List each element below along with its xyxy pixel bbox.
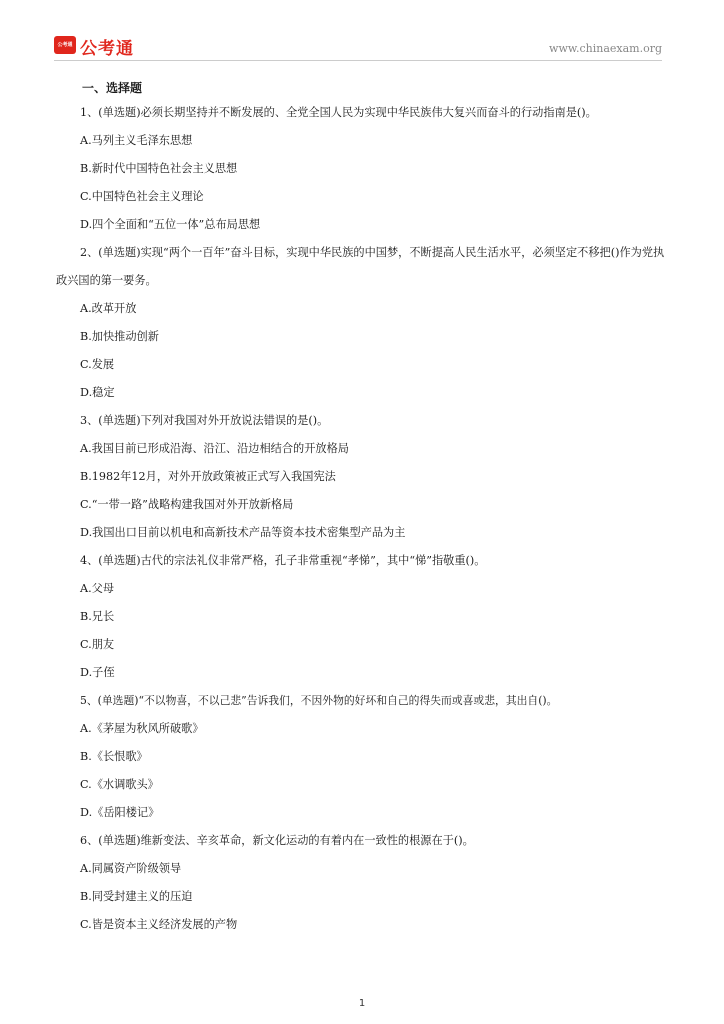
option-c: C.《水调歌头》 — [80, 778, 159, 791]
option-b: B.1982年12月，对外开放政策被正式写入我国宪法 — [80, 470, 336, 483]
option-a: A.《茅屋为秋风所破歌》 — [80, 722, 204, 735]
site-url: www.chinaexam.org — [549, 42, 662, 55]
section-title: 一、选择题 — [82, 81, 143, 95]
option-b: B.加快推动创新 — [80, 330, 159, 343]
option-c: C.皆是资本主义经济发展的产物 — [80, 918, 238, 931]
option-d: D.子侄 — [80, 666, 115, 679]
option-b: B.兄长 — [80, 610, 115, 623]
question-stem: 3、(单选题)下列对我国对外开放说法错误的是()。 — [80, 414, 329, 427]
option-b: B.《长恨歌》 — [80, 750, 148, 763]
question-stem: 1、(单选题)必须长期坚持并不断发展的、全党全国人民为实现中华民族伟大复兴而奋斗的行动指南是()。 — [80, 106, 597, 119]
option-b: B.同受封建主义的压迫 — [80, 890, 193, 903]
question-stem: 2、(单选题)实现“两个一百年”奋斗目标，实现中华民族的中国梦，不断提高人民生活水平，必须坚定不移把()作为党执政兴国的第一要务。 — [56, 246, 665, 287]
option-c: C.“一带一路”战略构建我国对外开放新格局 — [80, 498, 294, 511]
header-divider — [54, 60, 662, 61]
question-stem: 4、(单选题)古代的宗法礼仪非常严格，孔子非常重视“孝悌”，其中“悌”指敬重()。 — [80, 554, 486, 567]
option-a: A.马列主义毛泽东思想 — [80, 134, 193, 147]
option-c: C.发展 — [80, 358, 115, 371]
option-d: D.稳定 — [80, 386, 115, 399]
option-d: D.《岳阳楼记》 — [80, 806, 160, 819]
option-c: C.朋友 — [80, 638, 115, 651]
document-body — [56, 78, 668, 946]
option-a: A.父母 — [80, 582, 115, 595]
page-header — [54, 34, 662, 60]
option-d: D.我国出口目前以机电和高新技术产品等资本技术密集型产品为主 — [80, 526, 406, 539]
question-stem: 5、(单选题)“不以物喜，不以己悲”告诉我们，不因外物的好坏和自己的得失而或喜或悲，其出自()。 — [80, 694, 558, 707]
question-stem: 6、(单选题)维新变法、辛亥革命，新文化运动的有着内在一致性的根源在于()。 — [80, 834, 474, 847]
option-a: A.同属资产阶级领导 — [80, 862, 182, 875]
logo-text: 公考通 — [80, 39, 134, 59]
option-c: C.中国特色社会主义理论 — [80, 190, 204, 203]
logo-icon: 公考通 — [54, 36, 76, 54]
page-number: 1 — [358, 998, 366, 1009]
option-a: A.我国目前已形成沿海、沿江、沿边相结合的开放格局 — [80, 442, 349, 455]
option-b: B.新时代中国特色社会主义思想 — [80, 162, 238, 175]
option-d: D.四个全面和“五位一体”总布局思想 — [80, 218, 261, 231]
option-a: A.改革开放 — [80, 302, 137, 315]
